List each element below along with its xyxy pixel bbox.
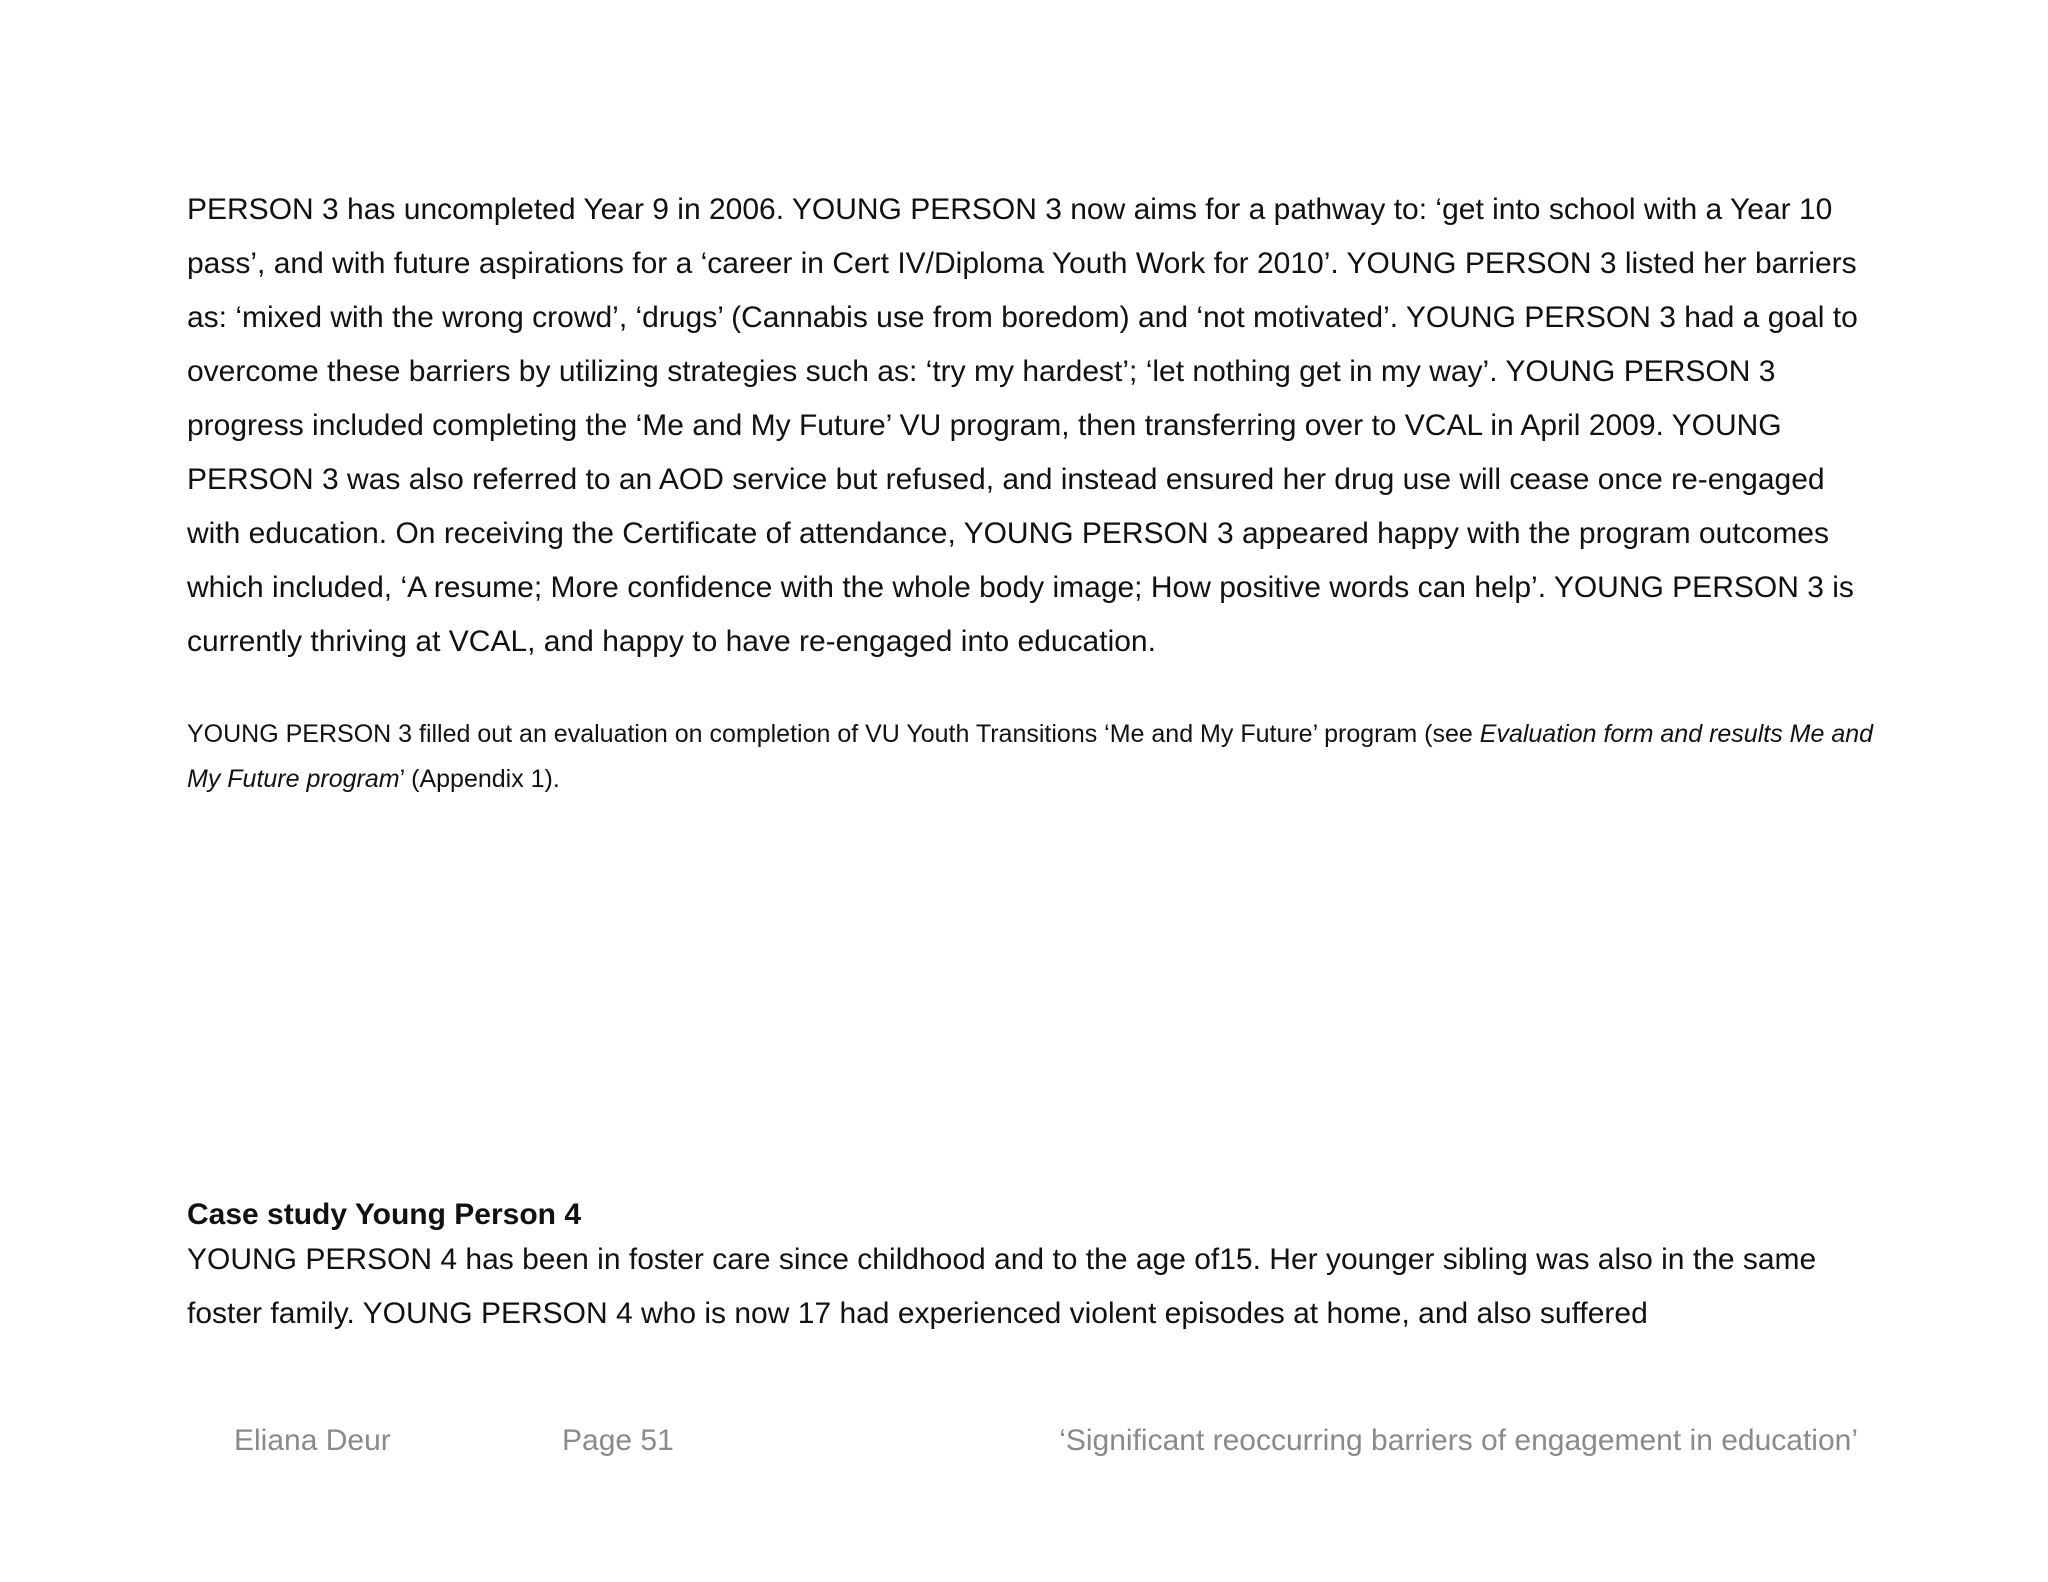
footer-document-title: ‘Significant reoccurring barriers of engagement in education’ <box>1059 1424 1858 1457</box>
body-paragraph-young-person-3: PERSON 3 has uncompleted Year 9 in 2006. YOUNG PERSON 3 now aims for a pathway to: ‘get into school with a Year 10 pass’, and with future aspirations for a ‘career in Cert IV/Diploma Youth Work for 2010’. YOUNG PERSON 3 listed her barriers as: ‘mixed with the wrong crowd’, ‘drugs’ (Cannabis use from boredom) and ‘not motivated’. YOUNG PERSON 3 had a goal to overcome these barriers by utilizing strategies such as: ‘try my hardest’; ‘let nothing get in my way’. YOUNG PERSON 3 progress included completing the ‘Me and My Future’ VU program, then transferring over to VCAL in April 2009. YOUNG PERSON 3 was also referred to an AOD service but refused, and instead ensured her drug use will cease once re-engaged with education. On receiving the Certificate of attendance, YOUNG PERSON 3 appeared happy with the program outcomes which included, ‘A resume; More confidence with the whole body image; How positive words can help’. YOUNG PERSON 3 is currently thriving at VCAL, and happy to have re-engaged into education. <box>187 193 1858 658</box>
footer-page-number: Page 51 <box>562 1424 674 1457</box>
case-study-paragraph: YOUNG PERSON 4 has been in foster care since childhood and to the age of15. Her younger sibling was also in the same foster family. YOUNG PERSON 4 who is now 17 had experienced violent episodes at home, and also suffered <box>187 1243 1817 1330</box>
evaluation-appendix-text: ’ (Appendix 1). <box>399 765 560 793</box>
footer-author: Eliana Deur <box>234 1424 391 1457</box>
evaluation-text: YOUNG PERSON 3 filled out an evaluation on completion of VU Youth Transitions ‘Me and My Future’ program (see <box>187 720 1480 748</box>
case-study-heading: Case study Young Person 4 <box>187 1198 581 1231</box>
evaluation-italic-reference: Evaluation form and results Me and My Future program <box>187 720 1874 793</box>
evaluation-paragraph <box>187 712 1877 802</box>
